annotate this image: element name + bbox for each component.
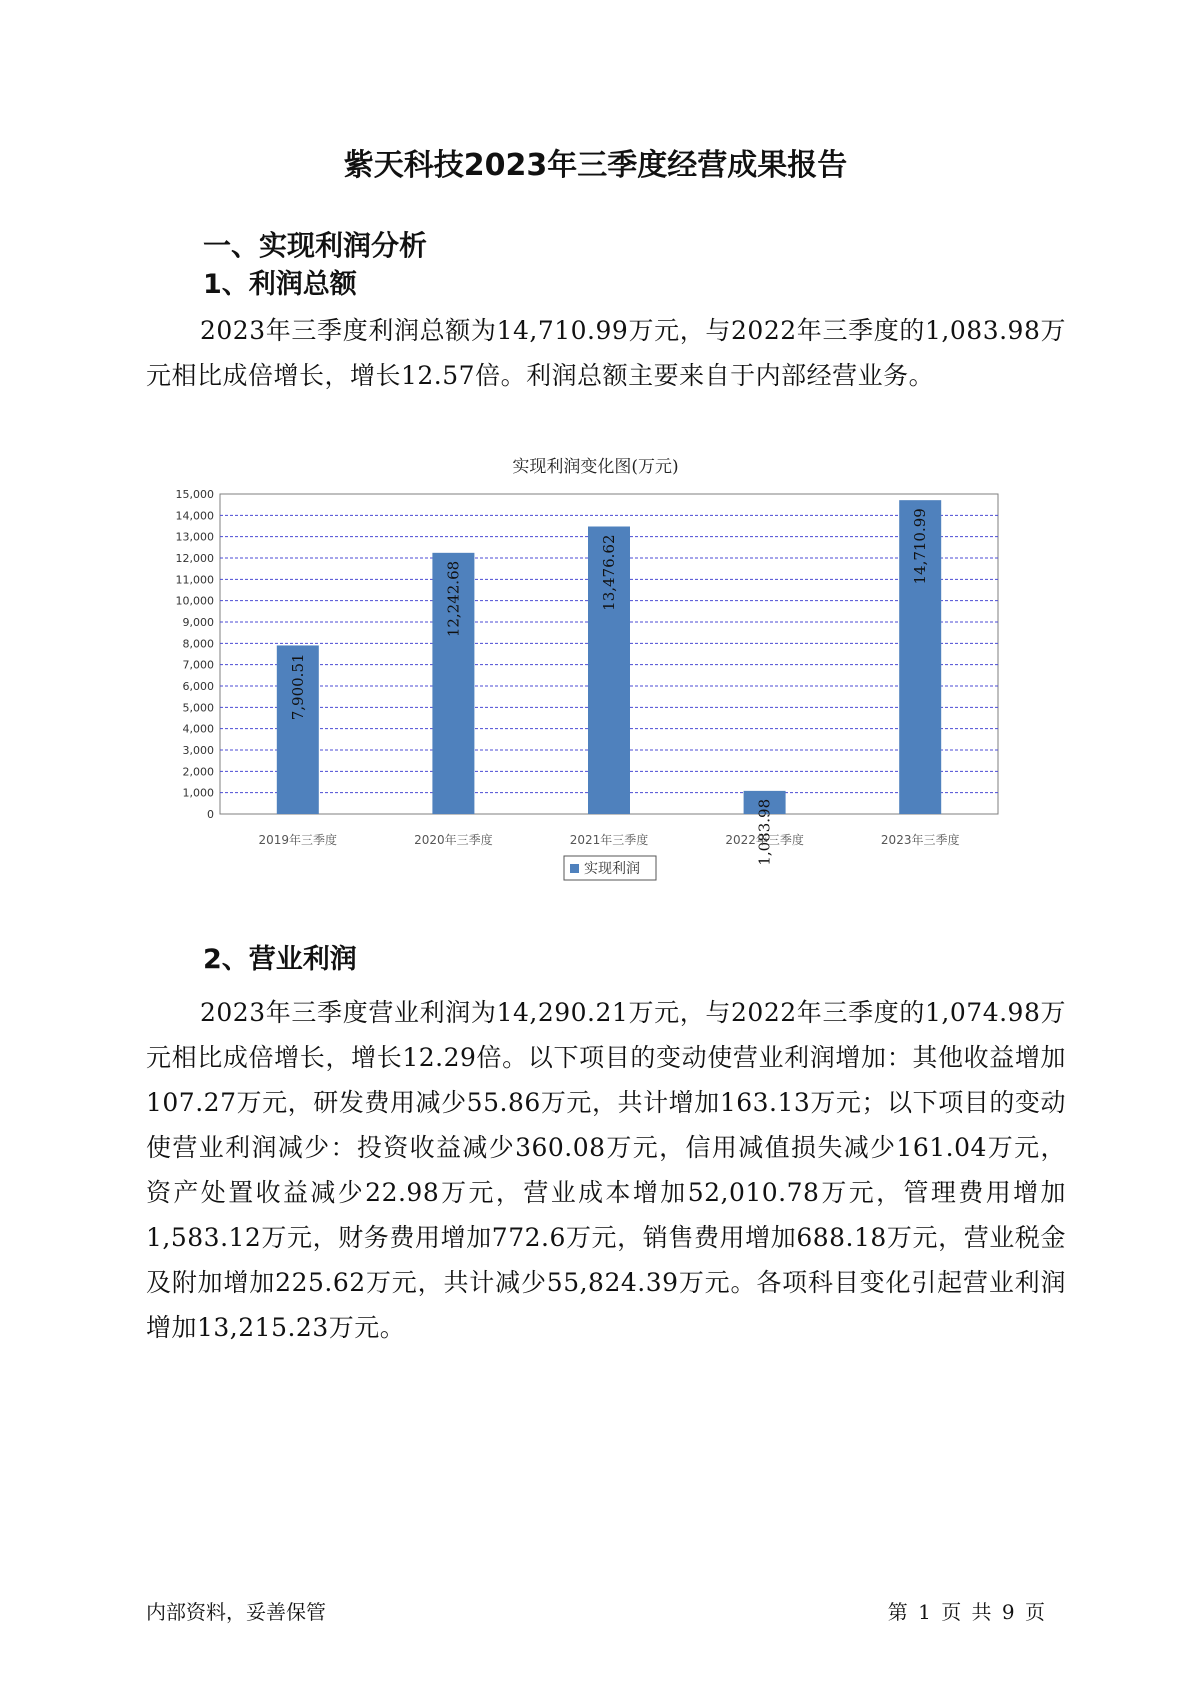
y-tick-label: 12,000 xyxy=(175,552,214,565)
legend-label: 实现利润 xyxy=(584,861,640,877)
page-title: 紫天科技2023年三季度经营成果报告 xyxy=(343,148,848,183)
legend-swatch xyxy=(570,864,579,873)
subsection-heading-operating-profit: 2、营业利润 xyxy=(203,944,357,975)
page-number: 第 1 页 共 9 页 xyxy=(887,1600,1045,1624)
x-tick-label: 2019年三季度 xyxy=(258,833,338,847)
subsection-heading-profit-total: 1、利润总额 xyxy=(203,269,357,300)
y-tick-label: 15,000 xyxy=(175,488,214,501)
paragraph-operating-profit: 2023年三季度营业利润为14,290.21万元，与2022年三季度的1,074.98万元相比成倍增长，增长12.29倍。以下项目的变动使营业利润增加：其他收益增加107.27万元，研发费用减少55.86万元，共计增加163.13万元；以下项目的变动使营业利润减少：投资收益减少360.08万元，信用减值损失减少161.04万元，资产处置收益减少22.98万元，营业成本增加52,010.78万元，管理费用增加1,583.12万元，财务费用增加772.6万元，销售费用增加688.18万元，营业税金及附加增加225.62万元，共计减少55,824.39万元。各项科目变化引起营业利润增加13,215.23万元。 xyxy=(146,998,1066,1342)
footer-note: 内部资料，妥善保管 xyxy=(146,1600,326,1624)
bar-value-label: 7,900.51 xyxy=(288,653,307,721)
y-tick-label: 1,000 xyxy=(182,786,214,800)
paragraph-profit-total: 2023年三季度利润总额为14,710.99万元，与2022年三季度的1,083.98万元相比成倍增长，增长12.57倍。利润总额主要来自于内部经营业务。 xyxy=(146,316,1066,390)
y-tick-label: 2,000 xyxy=(182,765,214,779)
y-tick-label: 13,000 xyxy=(175,530,214,544)
y-tick-label: 5,000 xyxy=(182,701,214,715)
x-tick-label: 2022年三季度 xyxy=(725,833,804,847)
y-tick-label: 3,000 xyxy=(182,744,214,757)
chart-title: 实现利润变化图(万元) xyxy=(512,457,679,477)
x-tick-label: 2023年三季度 xyxy=(880,833,960,847)
profit-bar-chart xyxy=(160,480,1020,877)
bar-value-label: 1,083.98 xyxy=(755,798,774,866)
bar-value-label: 13,476.62 xyxy=(600,534,618,611)
y-tick-label: 7,000 xyxy=(182,658,214,672)
y-tick-label: 6,000 xyxy=(182,680,214,693)
bar-value-label: 14,710.99 xyxy=(911,508,930,585)
y-tick-label: 8,000 xyxy=(182,637,214,651)
y-tick-label: 11,000 xyxy=(175,573,214,587)
bar-value-label: 12,242.68 xyxy=(444,560,463,638)
y-tick-label: 4,000 xyxy=(182,722,214,736)
y-tick-label: 14,000 xyxy=(175,509,214,523)
x-tick-label: 2021年三季度 xyxy=(569,833,649,847)
y-tick-label: 0 xyxy=(207,808,214,821)
section-heading: 一、实现利润分析 xyxy=(203,229,428,262)
x-tick-label: 2020年三季度 xyxy=(414,833,493,847)
y-tick-label: 9,000 xyxy=(182,616,214,629)
y-tick-label: 10,000 xyxy=(175,594,214,608)
